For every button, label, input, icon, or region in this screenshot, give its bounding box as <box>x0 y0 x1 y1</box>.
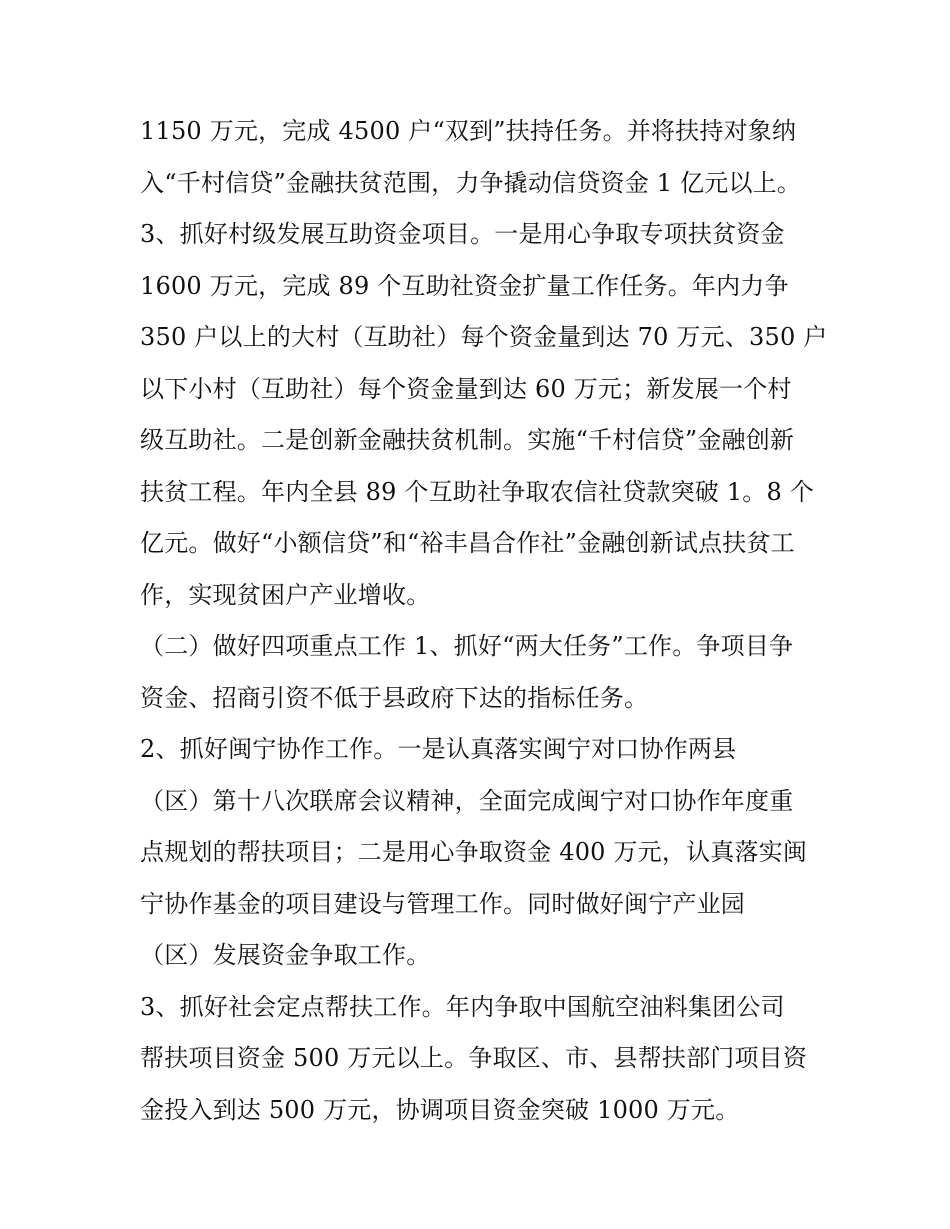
body-text <box>140 106 830 1136</box>
text-line: 帮扶项目资金 500 万元以上。争取区、市、县帮扶部门项目资 <box>140 1044 808 1072</box>
text-line: （区）第十八次联席会议精神，全面完成闽宁对口协作年度重 <box>140 786 794 815</box>
text-line: 3、抓好村级发展互助资金项目。一是用心争取专项扶贫资金 <box>140 220 785 248</box>
text-line: 以下小村（互助社）每个资金量到达 60 万元；新发展一个村 <box>140 374 792 403</box>
text-line: 金投入到达 500 万元，协调项目资金突破 1000 万元。 <box>140 1095 740 1124</box>
text-line: （二）做好四项重点工作 1、抓好“两大任务”工作。争项目争 <box>140 632 794 660</box>
text-line: 亿元。做好“小额信贷”和“裕丰昌合作社”金融创新试点扶贫工 <box>140 529 795 557</box>
text-line: 扶贫工程。年内全县 89 个互助社争取农信社贷款突破 1。8 个 <box>140 477 814 506</box>
text-line: 1150 万元，完成 4500 户“双到”扶持任务。并将扶持对象纳 <box>140 117 797 145</box>
text-line: 作，实现贫困户产业增收。 <box>140 580 431 609</box>
text-line: 3、抓好社会定点帮扶工作。年内争取中国航空油料集团公司 <box>140 992 785 1021</box>
text-line: 2、抓好闽宁协作工作。一是认真落实闽宁对口协作两县 <box>140 735 737 763</box>
text-line: 1600 万元，完成 89 个互助社资金扩量工作任务。年内力争 <box>140 271 789 300</box>
text-line: 级互助社。二是创新金融扶贫机制。实施“千村信贷”金融创新 <box>140 426 795 454</box>
text-line: 宁协作基金的项目建设与管理工作。同时做好闽宁产业园 <box>140 889 745 918</box>
text-line: 点规划的帮扶项目；二是用心争取资金 400 万元，认真落实闽 <box>140 838 808 866</box>
text-line: （区）发展资金争取工作。 <box>140 941 431 969</box>
text-line: 资金、招商引资不低于县政府下达的指标任务。 <box>140 683 649 712</box>
text-line: 350 户以上的大村（互助社）每个资金量到达 70 万元、350 户 <box>140 323 828 351</box>
text-line: 入“千村信贷”金融扶贫范围，力争撬动信贷资金 1 亿元以上。 <box>140 168 802 197</box>
